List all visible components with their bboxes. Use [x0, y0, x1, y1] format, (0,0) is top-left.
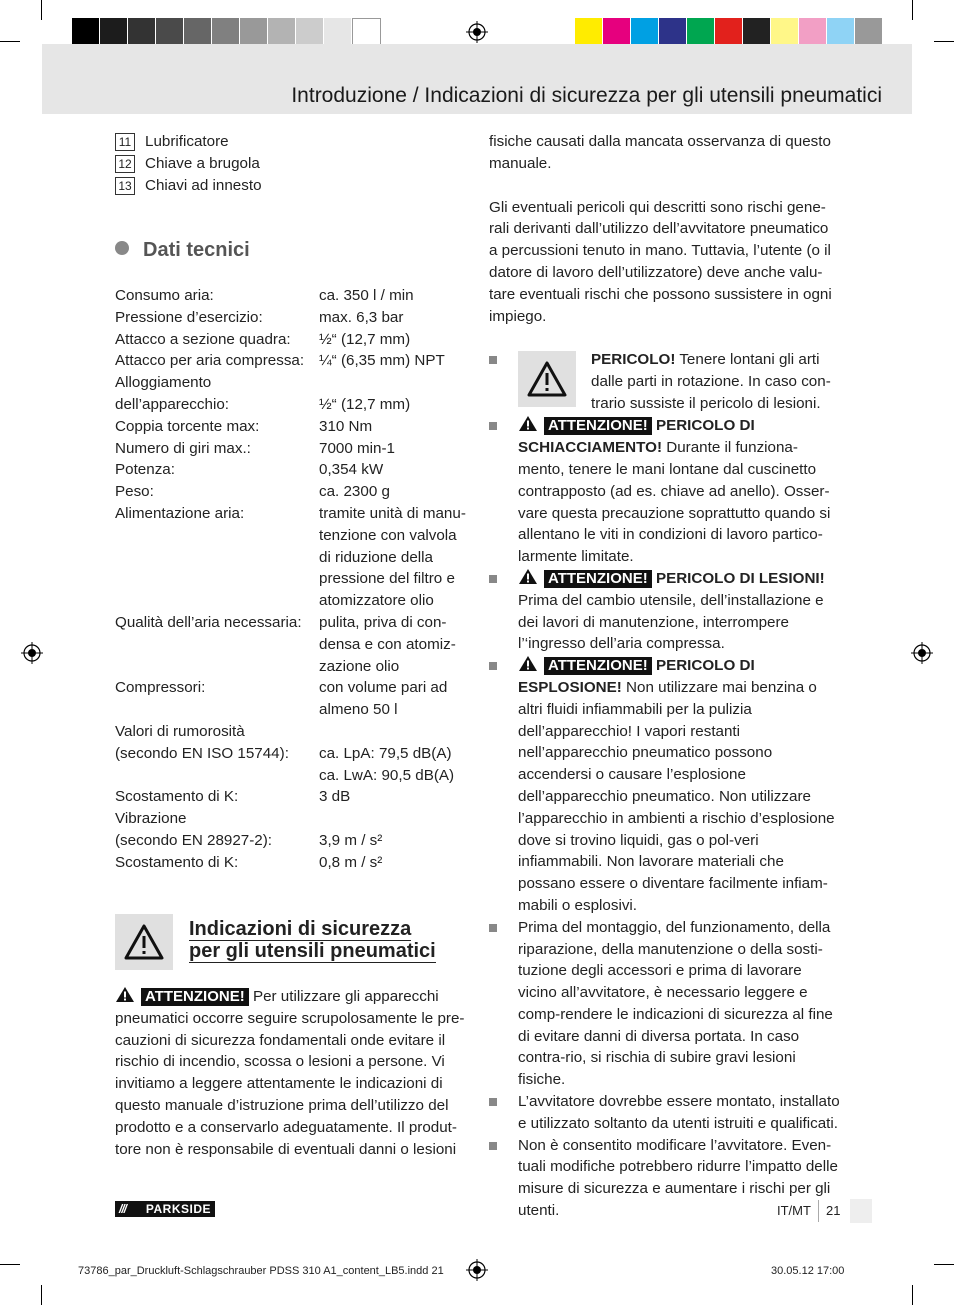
spec-key: Alimentazione aria: [115, 504, 245, 522]
list-item: Prima del montaggio, del funzionamento, della riparazione, della manutenzione o della sosti-tuzione degli accessori e prima di lavorare vicino all’avvitatore, è necessario leggere e comp-rendere le indicazioni di sicurezza al fine di evitare danni di diversa portata. In caso contra-rio, si rischia di subire gravi lesioni fisiche. [489, 917, 841, 1091]
registration-mark-icon [466, 1259, 488, 1281]
footer-language: IT/MT [777, 1203, 811, 1218]
spec-key: Scostamento di K: [115, 788, 239, 806]
explosion-label: PERICOLO DI ESPLOSIONE! [518, 657, 755, 696]
spec-value: ca. 350 l / min [319, 287, 414, 304]
paragraph: Gli eventuali pericoli qui descritti sono rischi gene-rali derivanti dall’utilizzo dell’avvitatore pneumatico a percussioni tenuto in mano. Tuttavia, l’utente (o il datore di lavoro dell’utilizzatore) deve anche valu-tare eventuali rischi che possono sussistere in ogni impiego. [489, 198, 832, 325]
table-row [115, 743, 469, 765]
danger-text: Tenere lontani gli arti dalle parti in rotazione. In caso con-trario sussiste il pericolo di lesioni. [591, 351, 831, 412]
attention-badge: ATTENZIONE! [544, 657, 652, 675]
safety-intro [115, 986, 467, 1160]
spec-key: Potenza: [115, 461, 175, 479]
table-row [115, 677, 469, 721]
table-row [115, 481, 469, 503]
spec-value: tramite unità di manu-tenzione con valvola di riduzione della pressione del filtro e atomizzatore olio [319, 504, 466, 610]
table-row [115, 612, 469, 677]
spec-value: max. 6,3 bar [319, 308, 404, 326]
list-item: Non è consentito modificare l’avvitatore. Even-tuali modifiche potrebbero ridurre l’impatto delle misure di sicurezza e aumentare i rischi per gli utenti. [489, 1135, 841, 1222]
print-slug-date: 30.05.12 17:00 [771, 1265, 845, 1277]
registration-mark-icon [466, 21, 488, 43]
spec-value: 3,9 m / s² [319, 831, 383, 849]
bullet-square-icon [489, 1098, 497, 1106]
crush-text: Durante il funziona-mento, tenere le mani lontane dal cuscinetto contrapposto (ad es. chiave ad anello). Osser-vare questa precauzione soprattutto quando si allentano le viti in condizioni di lavoro partico-larmente limitate. [518, 439, 831, 566]
spec-key: Alloggiamento [115, 374, 212, 392]
spec-key: Qualità dell’aria necessaria: [115, 613, 302, 631]
list-item [489, 415, 841, 568]
table-row [115, 830, 469, 852]
right-column [489, 131, 841, 1222]
table-row [115, 285, 469, 307]
paragraph: fisiche causati dalla mancata osservanza di questo manuale. [489, 133, 831, 172]
part-number: 11 [115, 133, 135, 151]
page-title: Introduzione / Indicazioni di sicurezza per gli utensili pneumatici [291, 84, 882, 107]
spec-value: pulita, priva di con-densa e con atomiz-zazione olio [319, 613, 456, 675]
bullet-square-icon [489, 1142, 497, 1150]
table-row [115, 503, 469, 612]
spec-key: Pressione d’esercizio: [115, 308, 263, 326]
spec-key: Attacco a sezione quadra: [115, 330, 291, 348]
brand-logo: /// PARKSIDE [115, 1201, 215, 1217]
list-item [489, 349, 841, 415]
warning-triangle-icon [115, 986, 135, 1003]
spec-value: 310 Nm [319, 417, 373, 435]
warning-triangle-icon [518, 568, 538, 585]
bullet-square-icon [489, 662, 497, 670]
section-heading-safety: Indicazioni di sicurezza per gli utensili pneumatici [189, 918, 436, 962]
page-number: 21 [826, 1203, 841, 1218]
bullet-square-icon [489, 422, 497, 430]
spec-value: con volume pari ad almeno 50 l [319, 679, 448, 719]
spec-key: Coppia torcente max: [115, 417, 260, 435]
part-label: Chiavi ad innesto [145, 177, 262, 194]
table-row [115, 786, 469, 808]
spec-value: 7000 min-1 [319, 439, 395, 457]
warning-triangle-icon [527, 361, 567, 397]
list-item: L’avvitatore dovrebbe essere montato, installato e utilizzato soltanto da utenti istruiti e qualificati. [489, 1091, 841, 1135]
spec-value: 0,354 kW [319, 461, 384, 479]
bullet-square-icon [489, 356, 497, 364]
spec-value: 0,8 m / s² [319, 853, 383, 871]
spec-value: ca. LwA: 90,5 dB(A) [319, 766, 455, 784]
spec-key: Attacco per aria compressa: [115, 352, 305, 370]
attention-badge: ATTENZIONE! [544, 417, 652, 435]
spec-key: Numero di giri max.: [115, 439, 251, 457]
spec-value: ¼“ (6,35 mm) NPT [319, 352, 445, 370]
table-row [115, 350, 469, 372]
spec-key: Compressori: [115, 679, 206, 697]
spec-value [319, 372, 469, 394]
explosion-text: Non utilizzare mai benzina o altri fluidi infiammabili per la pulizia dell’apparecchio! I vapori restanti nell’apparecchio pneumatico possono accendersi o causare l’esplosione dell’apparecchio pneumatico. Non utilizzare l’apparecchio in ambienti a rischio d’esplosione dove si trovino liquidi, gas o pol-veri infiammabili. Non lavorare materiali che possano essere o diventare facilmente infiam-mabili o esplosivi. [518, 678, 835, 914]
list-item [115, 175, 455, 197]
part-label: Lubrificatore [145, 133, 229, 150]
spec-key [115, 765, 319, 787]
bullet-square-icon [489, 575, 497, 583]
spec-value: ca. LpA: 79,5 dB(A) [319, 744, 452, 762]
safety-intro-text: Per utilizzare gli apparecchi pneumatici occorre seguire scrupolosamente le pre-cauzioni di sicurezza fondamentali onde evitare il rischio di incendio, scossa o lesioni a persone. Vi invitiamo a leggere attentamente le indicazioni di questo manuale d’istruzione prima dell’utilizzo del prodotto e a conservarlo adeguatamente. Il produt-tore non è responsabile di eventuali danni o lesioni [115, 988, 465, 1158]
spec-value [319, 721, 469, 743]
parts-list [115, 131, 455, 197]
table-row [115, 808, 469, 830]
table-row [115, 721, 469, 743]
registration-mark-icon [911, 642, 933, 664]
warning-box [518, 351, 576, 407]
crush-label: PERICOLO DI SCHIACCIAMENTO! [518, 417, 755, 457]
table-row [115, 416, 469, 438]
table-row [115, 852, 469, 874]
attention-badge: ATTENZIONE! [141, 988, 249, 1006]
footer-divider [818, 1200, 819, 1222]
spec-value: ½“ (12,7 mm) [319, 395, 411, 413]
warning-box [115, 914, 173, 970]
table-row [115, 438, 469, 460]
injury-label: PERICOLO DI LESIONI! [655, 569, 825, 587]
spec-value [319, 808, 469, 830]
attention-badge: ATTENZIONE! [544, 570, 652, 588]
spec-key: (secondo EN 28927-2): [115, 831, 273, 849]
spec-key: dell’apparecchio: [115, 395, 229, 413]
part-number: 12 [115, 155, 135, 173]
warning-triangle-icon [518, 415, 538, 432]
part-number: 13 [115, 177, 135, 195]
spec-key: Vibrazione [115, 810, 187, 828]
spec-value: ½“ (12,7 mm) [319, 330, 411, 348]
print-slug-file: 73786_par_Druckluft-Schlagschrauber PDSS 310 A1_content_LB5.indd 21 [78, 1265, 444, 1277]
table-row [115, 307, 469, 329]
spec-key: Valori di rumorosità [115, 722, 245, 740]
table-row [115, 372, 469, 394]
spec-value: 3 dB [319, 788, 351, 806]
section-heading-dati-tecnici: Dati tecnici [115, 239, 250, 262]
spec-table [115, 285, 470, 874]
warning-triangle-icon [518, 655, 538, 672]
spec-key: Peso: [115, 483, 154, 501]
table-row [115, 765, 469, 787]
danger-label: PERICOLO! [591, 351, 676, 369]
table-row [115, 394, 469, 416]
list-item [489, 568, 841, 655]
registration-mark-icon [21, 642, 43, 664]
injury-text: Prima del cambio utensile, dell’installazione e dei lavori di manutenzione, interrompere l’‘ingresso dell’aria compressa. [518, 591, 824, 653]
spec-key: Consumo aria: [115, 287, 214, 304]
bullet-dot-icon [115, 241, 129, 255]
list-item [115, 131, 455, 153]
spec-value: ca. 2300 g [319, 483, 390, 501]
bullet-square-icon [489, 924, 497, 932]
warning-triangle-icon [124, 924, 164, 960]
part-label: Chiave a brugola [145, 155, 260, 172]
table-row [115, 329, 469, 351]
list-item [115, 153, 455, 175]
spec-key: Scostamento di K: [115, 853, 239, 871]
spec-key: (secondo EN ISO 15744): [115, 744, 289, 762]
list-item [489, 655, 841, 917]
footer-box [850, 1199, 872, 1223]
table-row [115, 459, 469, 481]
